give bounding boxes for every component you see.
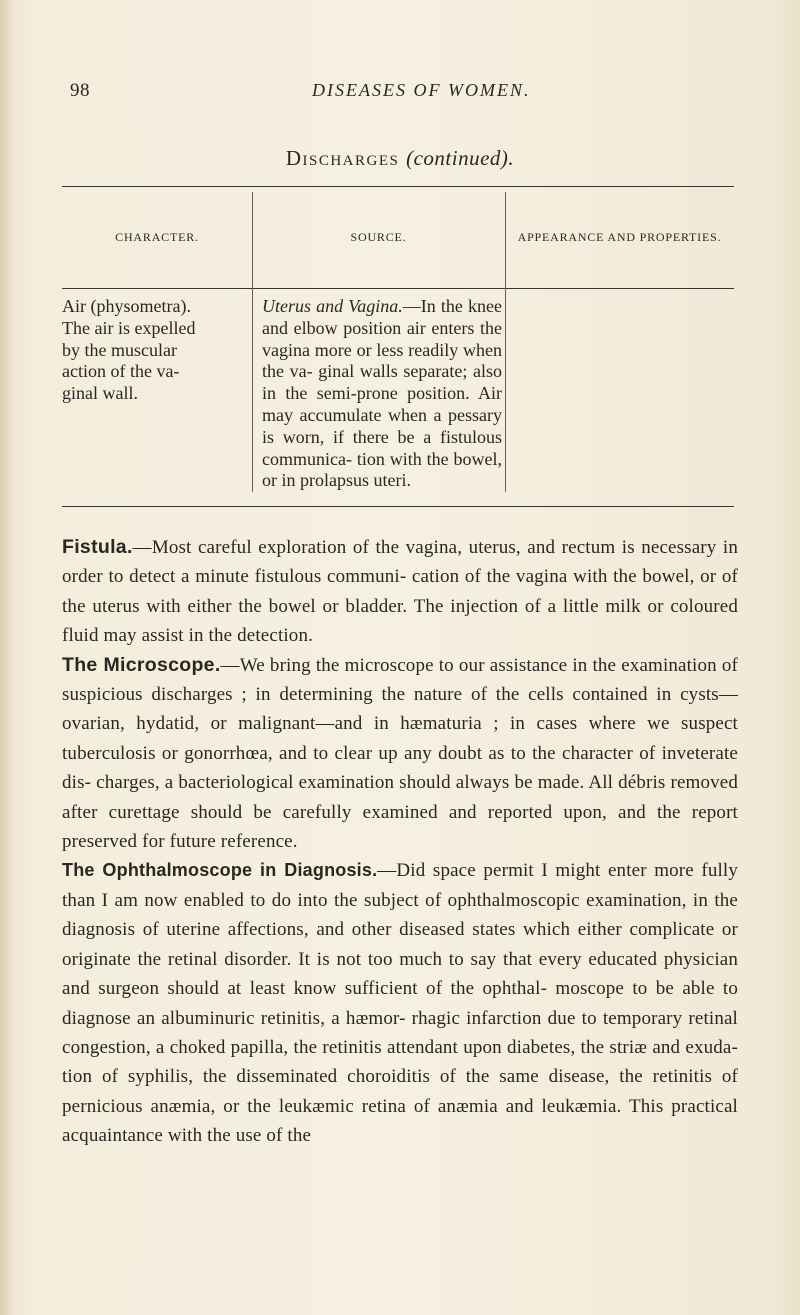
paragraph-microscope [62, 651, 738, 857]
cell-source [262, 296, 502, 492]
character-line: by the muscular [62, 339, 177, 360]
source-lead: Uterus and Vagina. [262, 296, 403, 316]
microscope-heading: The Microscope. [62, 653, 221, 676]
character-line: The air is expelled [62, 317, 196, 338]
character-line: Air (physometra). [62, 296, 191, 316]
microscope-text: —We bring the microscope to our assistance in the examination of suspicious discharges ; in determining the nature of the cells contained in cysts—ovarian, hydatid, or malignant—and in hæmaturia ; in cases where we suspect tuberculosis or gonorrhœa, and to clear up any doubt as to the character of inveterate dis- charges, a bacteriological examination should always be made. All débris removed after curettage should be carefully examined and reported upon, and the report preserved for future reference. [62, 654, 738, 853]
body-text [62, 533, 738, 1151]
ophthalmoscope-heading: The Ophthalmoscope in Diagnosis. [62, 860, 378, 881]
paragraph-fistula [62, 533, 738, 651]
section-title-continued: (continued). [406, 146, 515, 170]
fistula-heading: Fistula. [62, 536, 133, 558]
table-bottom-rule [62, 506, 734, 507]
header-source: SOURCE. [350, 230, 407, 244]
page-binding-shadow [0, 0, 14, 1315]
header-appearance: APPEARANCE AND PROPERTIES. [517, 230, 722, 244]
section-title-text: Discharges [285, 146, 400, 170]
running-title: DISEASES OF WOMEN. [312, 80, 531, 100]
source-text: —In the knee and elbow position air enters the vagina more or less readily when the va- ginal walls separate; also in the semi-prone position. Air may accumulate when a pessary is worn, if there be a fistulous communica- tion with the bowel, or in prolapsus uteri. [262, 296, 502, 491]
section-title [0, 146, 800, 171]
paragraph-ophthalmoscope [62, 856, 738, 1150]
character-line: ginal wall. [62, 383, 138, 404]
table-header-rule [62, 288, 734, 289]
cell-character [62, 296, 248, 405]
running-head [0, 80, 800, 106]
ophthalmoscope-text: —Did space permit I might enter more fully than I am now enabled to do into the subject of ophthalmoscopic examination, in the diagnosis of uterine affections, and other diseased states which either complicate or originate the retinal disorder. It is not too much to say that every educated physician and surgeon should at least know sufficient of the ophthal- moscope to be able to diagnose an albuminuric retinitis, a hæmor- rhagic infarction due to temporary retinal congestion, a choked papilla, the retinitis attendant upon diabetes, the striæ and exuda- tion of syphilis, the disseminated choroiditis of the same disease, the retinitis of pernicious anæmia, or the leukæmic retina of anæmia and leukæmia. This practical acquaintance with the use of the [62, 860, 738, 1147]
fistula-text: —Most careful exploration of the vagina, uterus, and rectum is necessary in order to detect a minute fistulous communi- cation of the vagina with the bowel, or of the uterus with either the bowel or bladder. The injection of a little milk or coloured fluid may assist in the detection. [62, 537, 738, 647]
character-line: action of the va- [62, 361, 180, 382]
page-number: 98 [70, 80, 90, 101]
header-character: CHARACTER. [115, 230, 199, 244]
